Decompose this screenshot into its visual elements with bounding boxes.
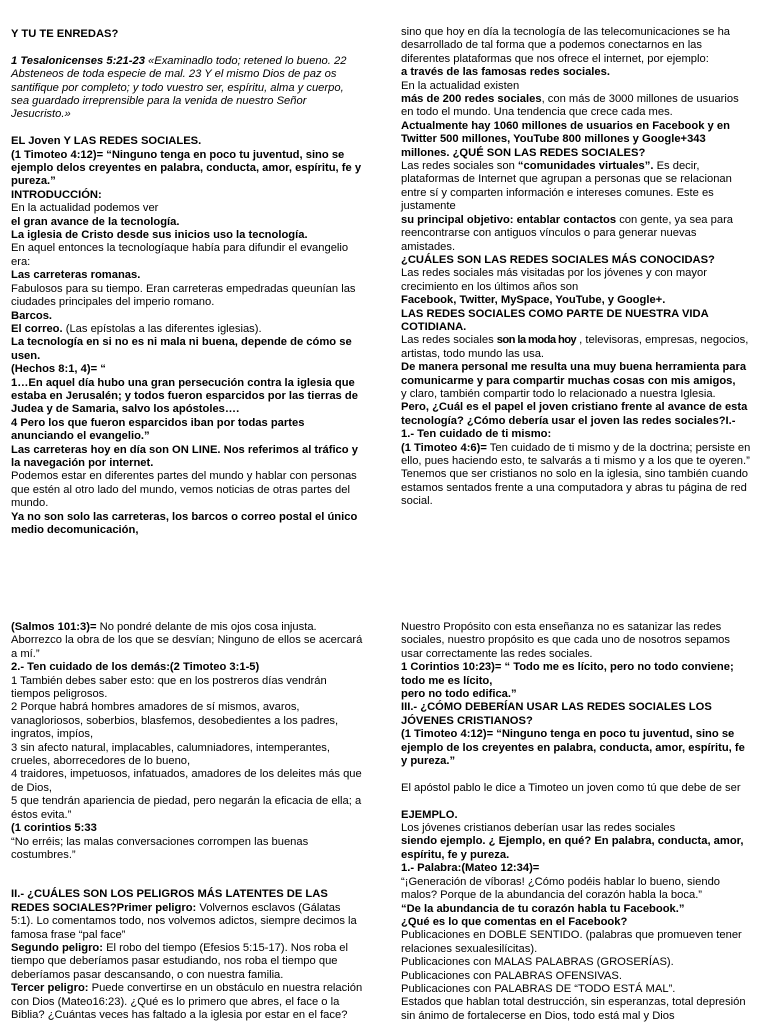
barcos-heading: Barcos. [11,309,53,322]
emphasis: su principal objetivo: entablar contactos [401,213,617,226]
timoteo-quote: (1 Timoteo 4:12)= “Ninguno tenga en poco tu juventud, sino se ejemplo de los creyentes en palabra, conducta, amor, espíritu, fe y pureza.” [401,728,745,768]
paragraph [401,160,753,214]
hechos-verse-4: 4 Pero los que fueron esparcidos iban por todas partes anunciando el evangelio.” [11,416,305,443]
paragraph: y claro, también compartir todo lo relacionado a nuestra Iglesia. [401,387,716,400]
paragraph [401,93,753,120]
verse-reference: (Salmos 101:3)= [11,621,97,633]
subheading: EJEMPLO. [401,808,458,821]
doc-heading: Y TU TE ENREDAS? [11,28,119,40]
verse-line: “¡Generación de víboras! ¿Cómo podéis hablar lo bueno, siendo malos? Porque de la abundancia del corazón habla la boca.” [401,875,721,902]
verse-line: pero no todo edifica.” [401,688,517,701]
text: Es decir, plataformas de Internet que agrupan a personas que se relacionan entre sí y comparten información e intereses comunes. Este es justamente [401,160,732,213]
text: Ten cuidado de ti mismo y de la doctrina; persiste en ello, pues haciendo esto, te salvarás a ti mismo y a los que te oyeren.” [401,441,751,467]
paragraph: Tenemos que ser cristianos no solo en la iglesia, sino también cuando estamos sentados frente a una computadora y abras tu página de red social. [401,468,749,508]
emphasis: Tercer peligro: [11,982,89,995]
verse-line: 5 que tendrán apariencia de piedad, pero negarán la eficacia de ella; a éstos evita.” [11,795,362,821]
paragraph: a través de las famosas redes sociales. [401,66,610,79]
subheading: 1.- Palabra:(Mateo 12:34)= [401,862,540,875]
text: No pondré delante de mis ojos cosa injusta. Aborrezco la obra de los que se desvían; Ninguno de ellos se acercará a mí.” [11,621,363,660]
subheading: 1.- Ten cuidado de ti mismo: [401,428,552,441]
paragraph: El apóstol pablo le dice a Timoteo un joven como tú que debe de ser [401,781,741,794]
paragraph: De manera personal me resulta una muy buena herramienta para [401,361,747,374]
page-quadrant-top-right [401,26,753,509]
verse-line: 1 Corintios 10:23)= “ Todo me es lícito, pero no todo conviene; todo me es lícito, [401,661,734,687]
paragraph: comunicarme y para compartir muchas cosas con mis amigos, [401,374,736,387]
section-title: EL Joven Y LAS REDES SOCIALES. [11,135,202,148]
timoteo-quote: (1 Timoteo 4:12)= “Ninguno tenga en poco tu juventud, sino se ejemplo delos creyentes en palabra, conducta, amor, espíritu, fe y pureza.” [11,148,362,188]
correo-paragraph [11,323,363,336]
list-item: Publicaciones con MALAS PALABRAS (GROSERÍAS). [401,956,674,969]
verse-line: “No erréis; las malas conversaciones corrompen las buenas costumbres.” [11,835,309,861]
peligros-paragraph [11,888,363,942]
section-heading: LAS REDES SOCIALES COMO PARTE DE NUESTRA VIDA COTIDIANA. [401,307,709,333]
text: con gente, ya sea para reencontrarse con antiguos vínculos o para generar nuevas amistades. [401,213,734,253]
hechos-reference: (Hechos 8:1, 4)= “ [11,363,106,376]
carreteras-heading: Las carreteras romanas. [11,269,141,282]
list-item: Publicaciones con PALABRAS OFENSIVAS. [401,969,622,982]
paragraph [401,334,753,361]
salmos-paragraph [11,621,363,661]
verse-line: 3 sin afecto natural, implacables, calumniadores, intemperantes, crueles, aborrecedores de lo bueno, [11,741,331,768]
paragraph [401,214,753,254]
verse-reference: (1 corintios 5:33 [11,822,97,835]
text: , con más de 3000 millones de usuarios en todo el mundo. Una tendencia que crece cada mes. [401,93,739,119]
text: Las redes sociales [401,334,497,347]
intro-line: La iglesia de Cristo desde sus inicios uso la tecnología. [11,229,308,242]
page-quadrant-top-left [11,28,363,537]
subheading: 2.- Ten cuidado de los demás:(2 Timoteo 3:1-5) [11,661,260,674]
ya-no-statement: Ya no son solo las carreteras, los barcos o correo postal el único medio decomunicación, [11,510,358,536]
page-quadrant-bottom-left [11,621,363,1022]
text: El robo del tiempo (Efesios 5:15-17). Nos roba el tiempo que deberíamos pasar estudiando, nos roba el tiempo que deberíamos pasar descansando, o con nuestra familia. [11,941,348,981]
verse-reference: 1 Tesalonicenses 5:21-23 [11,54,145,67]
online-statement: Las carreteras hoy en día son ON LINE. Nos referimos al tráfico y la navegación por internet. [11,443,358,469]
peligro-paragraph [11,942,363,982]
paragraph: Estados que hablan total destrucción, sin esperanzas, total depresión sin ánimo de fortalecerse en Dios, todo está mal y Dios [401,996,746,1022]
intro-line: En la actualidad podemos ver [11,202,159,215]
question: Pero, ¿Cuál es el papel el joven cristiano frente al avance de esta tecnología? ¿Cómo debería usar el joven las redes sociales?I.- [401,401,748,427]
verse-text: «Examinadlo todo; retened lo bueno. 22 Absteneos de toda especie de mal. 23 Y el mismo Dios de paz os santifique por completo; y todo vuestro ser, espíritu, alma y cuerpo, sea guardado irreprensible para la venida de nuestro Señor Jesucristo.» [11,54,347,121]
text: , televisoras, empresas, negocios, artistas, todo mundo las usa. [401,334,749,360]
paragraph: Facebook, Twitter, MySpace, YouTube, y Google+. [401,294,666,307]
paragraph: siendo ejemplo. ¿ Ejemplo, en qué? En palabra, conducta, amor, espíritu, fe y pureza. [401,835,744,861]
paragraph: sino que hoy en día la tecnología de las telecomunicaciones se ha desarrollado de tal forma que a podemos conectarnos en las diferentes plataformas que nos ofrece el internet, por ejemplo: [401,26,731,65]
verse-line: 1 También debes saber esto: que en los postreros días vendrán tiempos peligrosos. [11,674,327,701]
verse-line: 4 traidores, impetuosos, infatuados, amadores de los deleites más que de Dios, [11,768,362,794]
hechos-verse-1: 1…En aquel día hubo una gran persecución contra la iglesia que estaba en Jerusalén; y todos fueron esparcidos por las tierras de Judea y de Samaria, salvo los apóstoles…. [11,376,358,416]
podemos-paragraph: Podemos estar en diferentes partes del mundo y hablar con personas que estén al otro lado del mundo, vemos noticias de otras partes del mundo. [11,470,357,510]
paragraph: Nuestro Propósito con esta enseñanza no es satanizar las redes sociales, nuestro propósito es que cada uno de nosotros sepamos usar correctamente las redes sociales. [401,621,730,660]
quote: “De la abundancia de tu corazón habla tu Facebook.” [401,902,685,915]
paragraph: En la actualidad existen [401,79,520,92]
text: Volvernos esclavos (Gálatas 5:1). Lo comentamos todo, nos volvemos adictos, siempre decimos la famosa frase “pal face” [11,901,357,941]
intro-heading: INTRODUCCIÓN: [11,188,102,201]
emphasis: son la moda hoy [496,334,577,347]
paragraph: Las redes sociales más visitadas por los jóvenes y con mayor crecimiento en los últimos años son [401,267,707,293]
list-item: Publicaciones con PALABRAS DE “TODO ESTÁ MAL”. [401,982,676,995]
text: Puede convertirse en un obstáculo en nuestra relación con Dios (Mateo16:23). ¿Qué es lo primero que abres, el face o la Biblia? ¿Cuántas veces has faltado a la iglesia por estar en el face? [11,982,363,1021]
correo-heading: El correo. [11,322,63,335]
page-quadrant-bottom-right [401,621,753,1023]
tecnologia-statement: La tecnología en si no es ni mala ni buena, depende de cómo se usen. [11,336,352,362]
section-heading: II.- ¿CUÁLES SON LOS PELIGROS MÁS LATENTES DE LAS REDES SOCIALES?Primer peligro: [11,888,328,914]
intro-line: el gran avance de la tecnología. [11,215,180,228]
section-heading: III.- ¿CÓMO DEBERÍAN USAR LAS REDES SOCIALES LOS JÓVENES CRISTIANOS? [401,701,712,727]
section-heading: ¿CUÁLES SON LAS REDES SOCIALES MÁS CONOCIDAS? [401,253,715,266]
carreteras-text: Fabulosos para su tiempo. Eran carreteras empedradas queunían las ciudades principales del imperio romano. [11,282,356,309]
list-item: Publicaciones en DOBLE SENTIDO. (palabras que promueven tener relaciones sexualesilícitas). [401,929,742,955]
peligro-paragraph [11,982,363,1022]
verse-paragraph [11,55,363,122]
emphasis: Segundo peligro: [11,941,103,954]
emphasis: “comunidades virtuales”. [517,160,654,173]
paragraph: Los jóvenes cristianos deberían usar las redes sociales [401,822,676,835]
intro-line: En aquel entonces la tecnologíaque había para difundir el evangelio era: [11,242,349,268]
text: Las redes sociales son [401,160,518,173]
paragraph [401,442,753,469]
correo-text: (Las epístolas a las diferentes iglesias). [62,322,262,335]
emphasis: más de 200 redes sociales [401,93,542,106]
paragraph: Actualmente hay 1060 millones de usuarios en Facebook y en Twitter 500 millones, YouTube 800 millones y Google+343 millones. ¿QUÉ SON LAS REDES SOCIALES? [401,119,730,159]
verse-line: 2 Porque habrá hombres amadores de sí mismos, avaros, vanagloriosos, soberbios, blasfemos, desobedientes a los padres, ingratos, impíos, [11,701,339,741]
question: ¿Qué es lo que comentas en el Facebook? [401,915,628,928]
verse-reference: (1 Timoteo 4:6)= [401,441,487,454]
